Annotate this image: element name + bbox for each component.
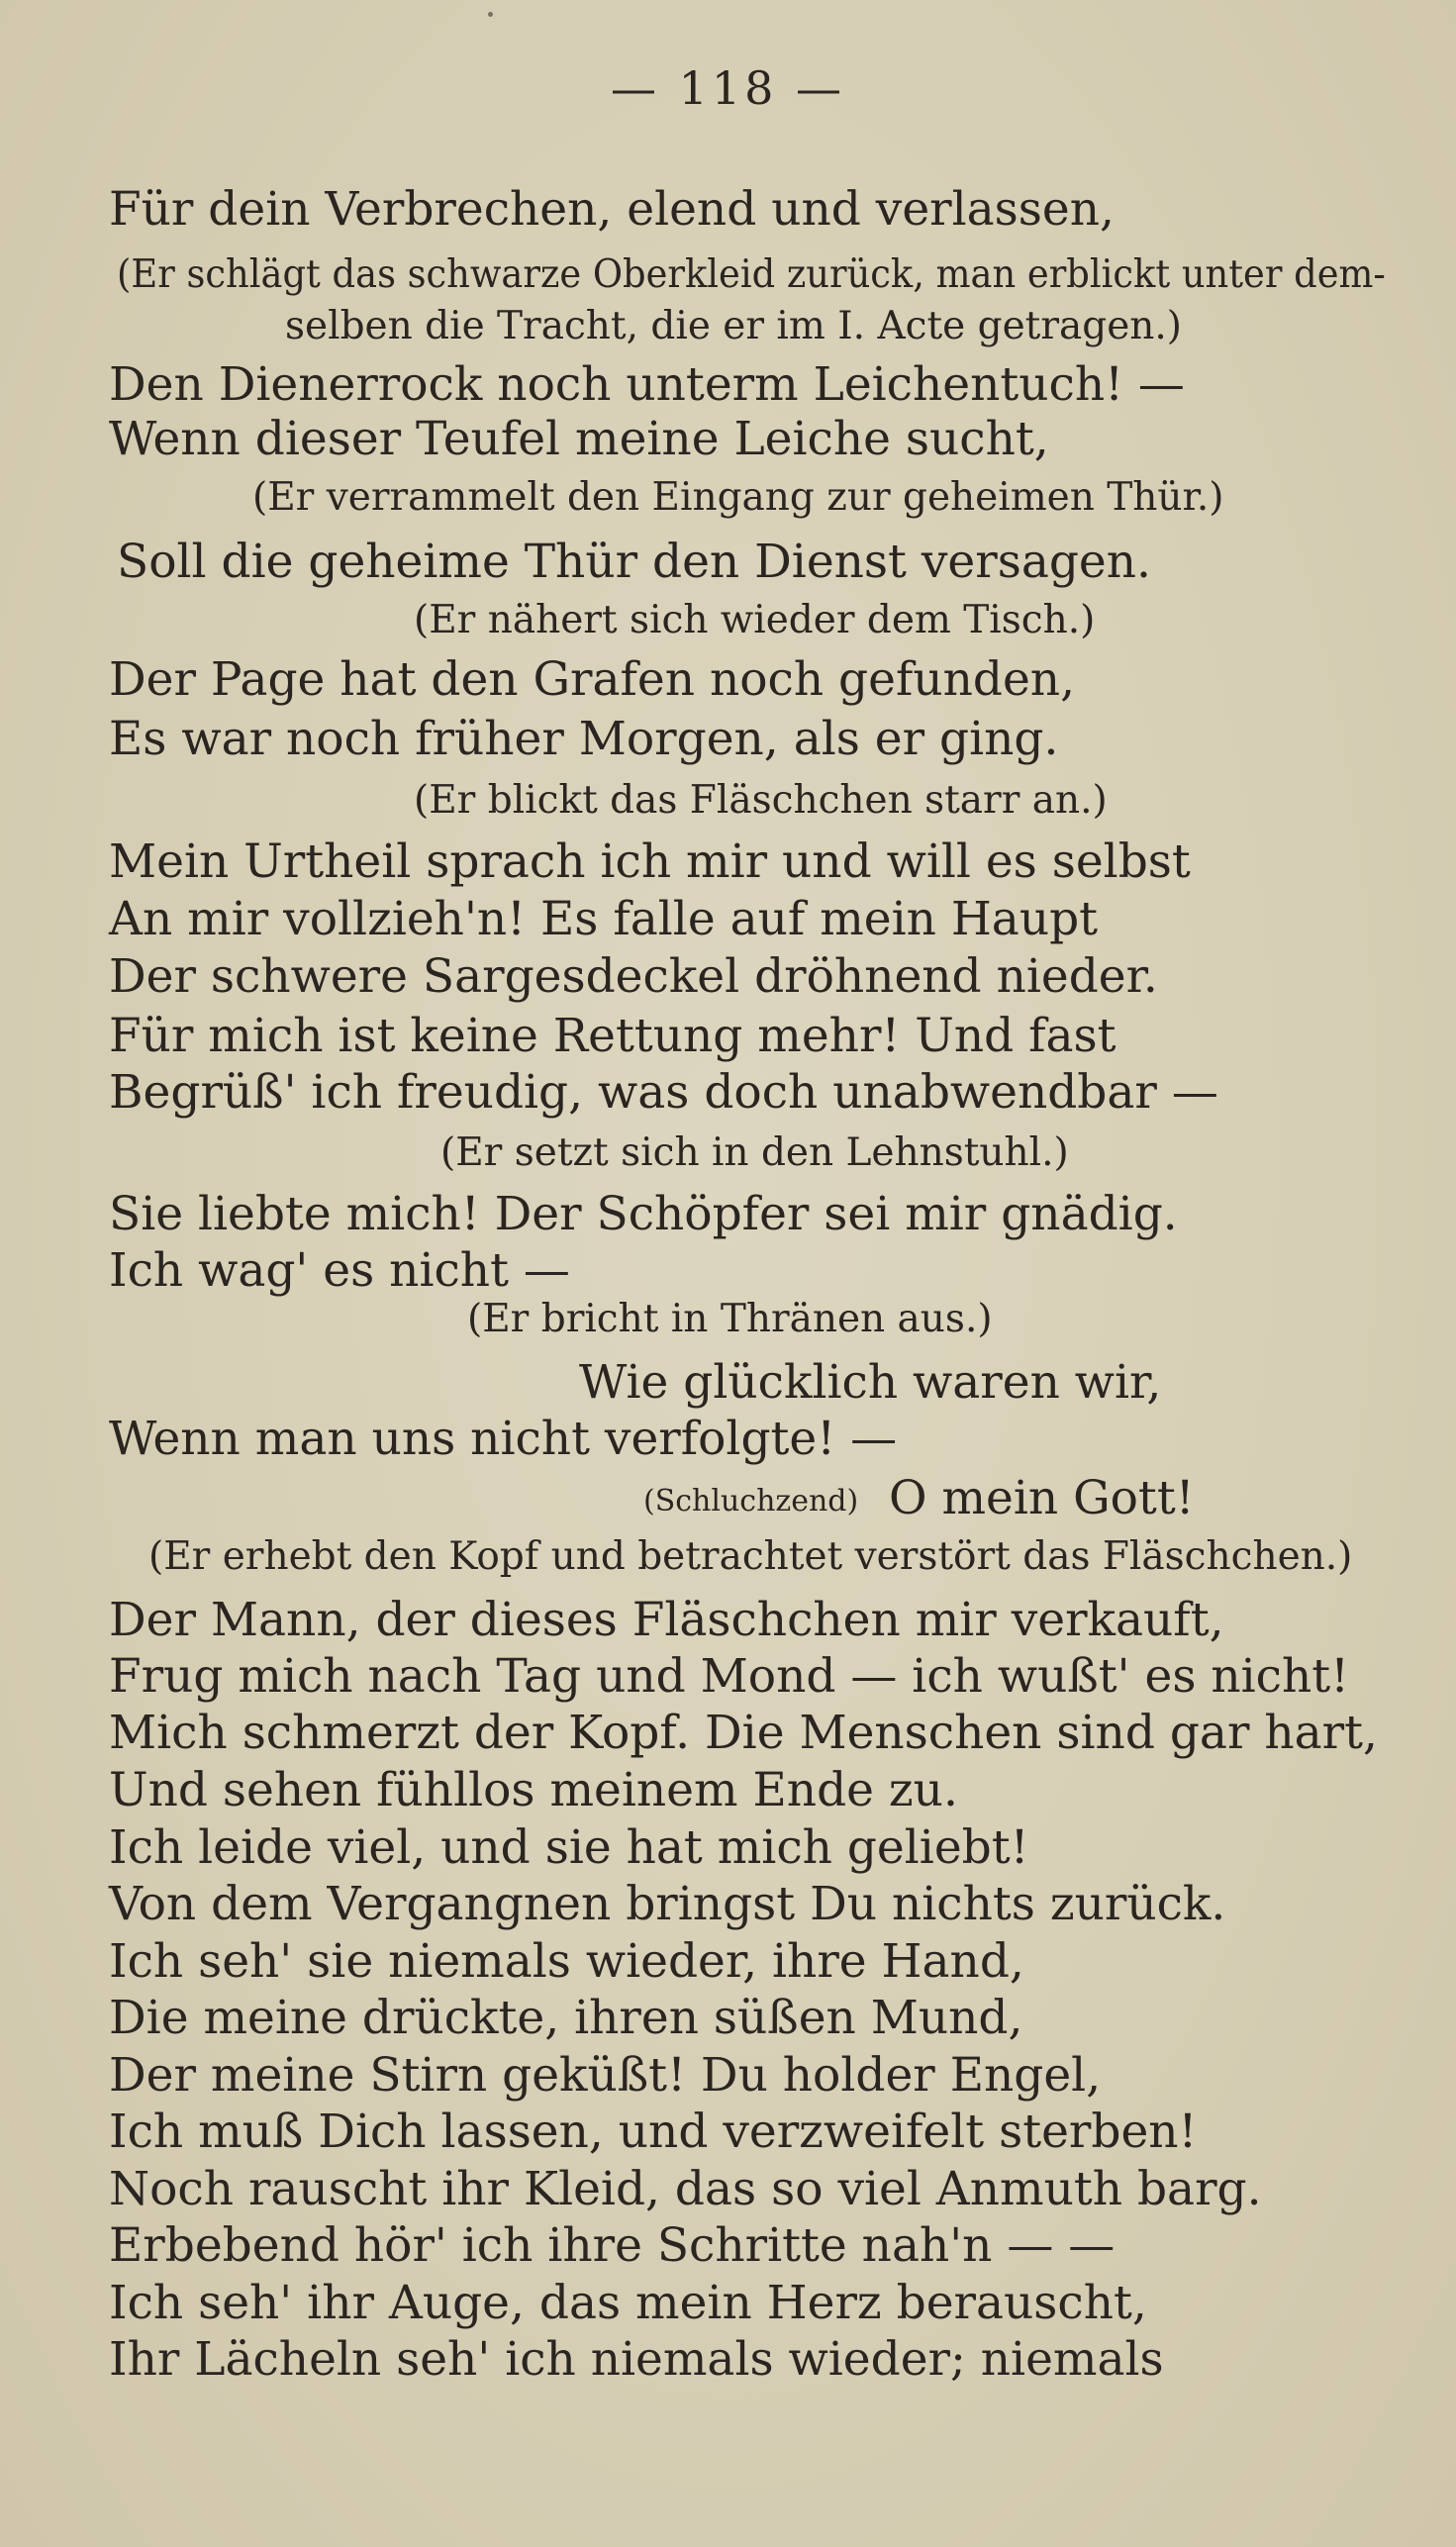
verse-line: Die meine drückte, ihren süßen Mund, (109, 1991, 1023, 2045)
stage-direction: (Er erhebt den Kopf und betrachtet verstört das Fläschchen.) (148, 1534, 1353, 1579)
verse-line: Sie liebte mich! Der Schöpfer sei mir gnädig. (109, 1187, 1178, 1241)
verse-line: Ihr Lächeln seh' ich niemals wieder; niemals (109, 2332, 1164, 2387)
verse-line: An mir vollzieh'n! Es falle auf mein Haupt (109, 892, 1099, 946)
stage-direction: (Er verrammelt den Eingang zur geheimen Thür.) (252, 475, 1224, 520)
verse-line: Ich leide viel, und sie hat mich geliebt! (109, 1820, 1029, 1875)
verse-line: Begrüß' ich freudig, was doch unabwendbar — (109, 1065, 1218, 1120)
verse-line: Wenn dieser Teufel meine Leiche sucht, (109, 412, 1049, 466)
verse-line: Wie glücklich waren wir, (579, 1355, 1162, 1410)
verse-line: Für mich ist keine Rettung mehr! Und fast (109, 1009, 1116, 1063)
page-number: — 118 — (610, 61, 846, 115)
verse-line: Den Dienerrock noch unterm Leichentuch! — (109, 357, 1185, 412)
verse-line: Der Mann, der dieses Fläschchen mir verkauft, (109, 1593, 1224, 1647)
verse-line: Mein Urtheil sprach ich mir und will es selbst (109, 834, 1191, 889)
verse-line: Ich muß Dich lassen, und verzweifelt sterben! (109, 2105, 1198, 2159)
verse-line: Es war noch früher Morgen, als er ging. (109, 712, 1059, 766)
verse-line: Soll die geheime Thür den Dienst versagen. (117, 535, 1151, 589)
stage-direction: (Schluchzend) (643, 1484, 859, 1518)
paper-speck (488, 12, 493, 17)
verse-line: Von dem Vergangnen bringst Du nichts zurück. (109, 1877, 1226, 1931)
verse-line: Der Page hat den Grafen noch gefunden, (109, 652, 1076, 707)
stage-direction: (Er schlägt das schwarze Oberkleid zurück, man erblickt unter dem- (117, 252, 1386, 297)
verse-line: Frug mich nach Tag und Mond — ich wußt' es nicht! (109, 1649, 1350, 1704)
stage-direction: (Er setzt sich in den Lehnstuhl.) (440, 1130, 1069, 1175)
verse-line: Der meine Stirn geküßt! Du holder Engel, (109, 2048, 1102, 2103)
stage-direction: (Er blickt das Fläschchen starr an.) (414, 778, 1108, 823)
verse-line: Ich seh' ihr Auge, das mein Herz berauscht, (109, 2276, 1147, 2330)
verse-line: O mein Gott! (889, 1471, 1195, 1525)
verse-line: Der schwere Sargesdeckel dröhnend nieder. (109, 949, 1158, 1004)
verse-line: Erbebend hör' ich ihre Schritte nah'n — — (109, 2218, 1116, 2273)
verse-line: Ich seh' sie niemals wieder, ihre Hand, (109, 1934, 1024, 1989)
stage-direction: selben die Tracht, die er im I. Acte getragen.) (285, 304, 1183, 348)
verse-line: Ich wag' es nicht — (109, 1243, 570, 1298)
verse-line: Wenn man uns nicht verfolgte! — (109, 1412, 898, 1466)
stage-direction: (Er nähert sich wieder dem Tisch.) (414, 598, 1096, 642)
verse-line: Für dein Verbrechen, elend und verlassen, (109, 182, 1115, 237)
verse-line: Noch rauscht ihr Kleid, das so viel Anmuth barg. (109, 2162, 1262, 2216)
stage-direction: (Er bricht in Thränen aus.) (467, 1297, 993, 1341)
verse-line: Und sehen fühllos meinem Ende zu. (109, 1763, 958, 1817)
verse-line: Mich schmerzt der Kopf. Die Menschen sind gar hart, (109, 1706, 1378, 1760)
